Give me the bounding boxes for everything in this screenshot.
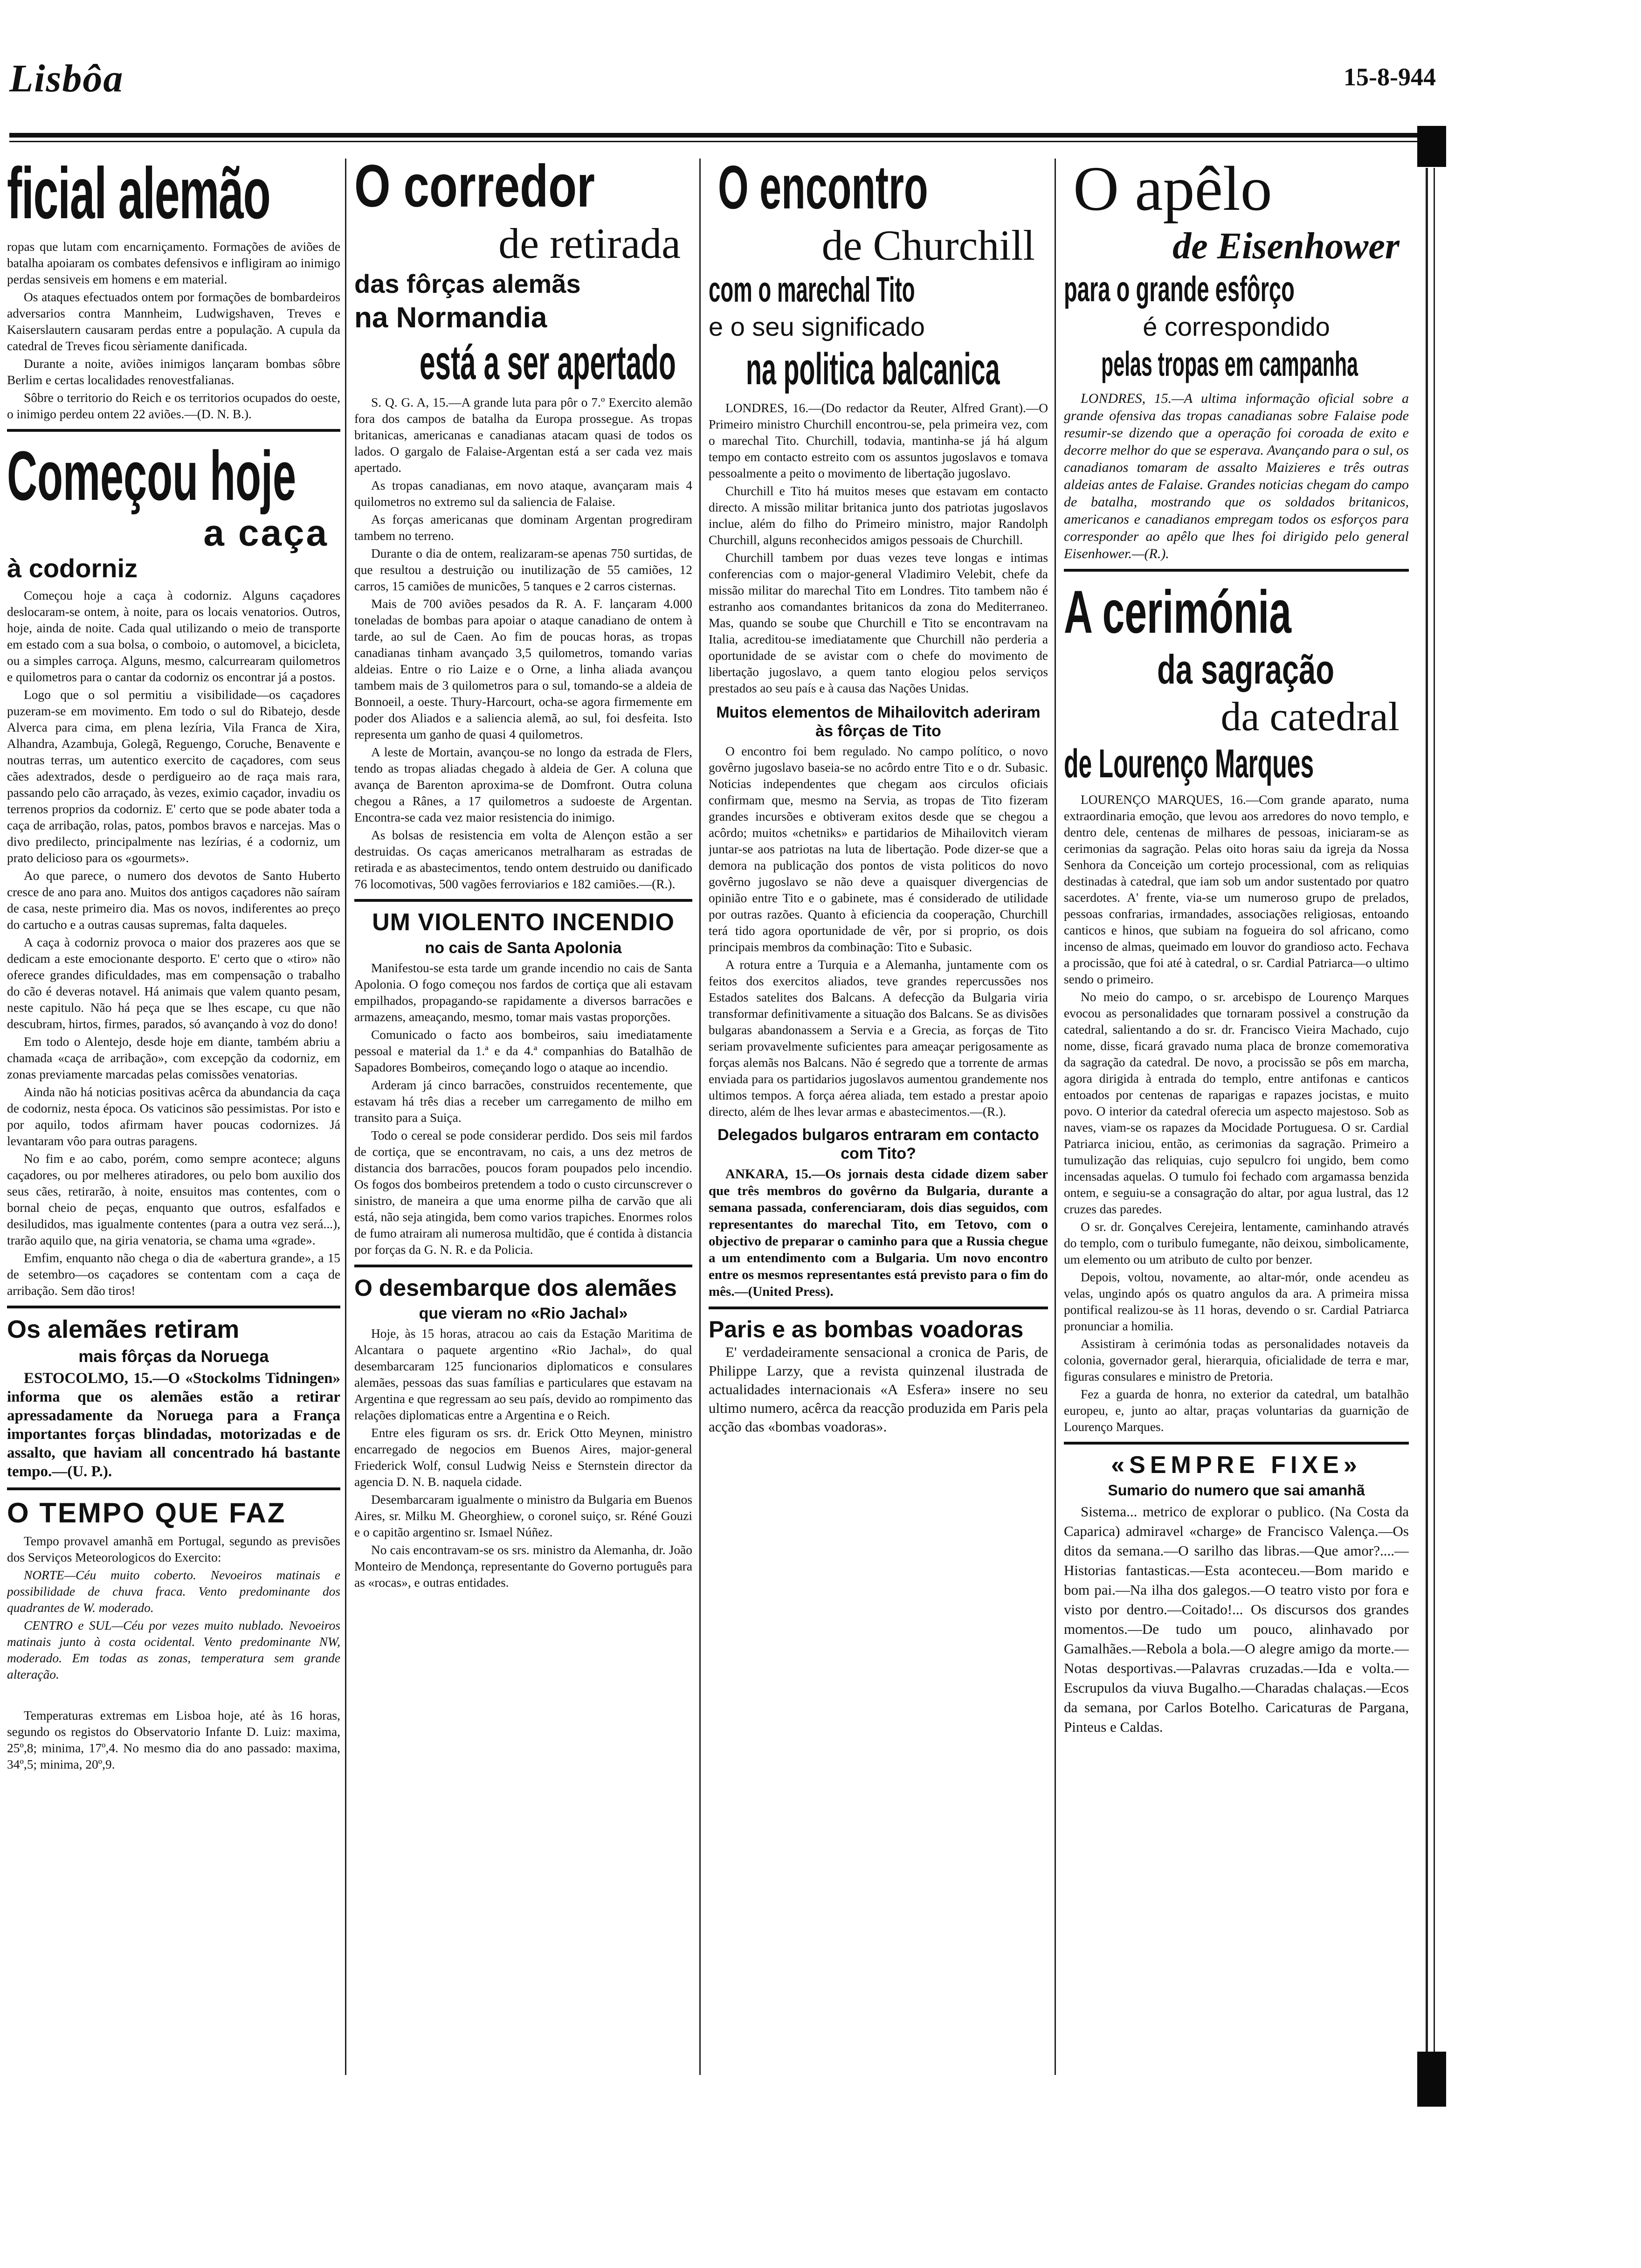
section-divider — [354, 1265, 692, 1267]
paragraph: CENTRO e SUL—Céu por vezes muito nublado. Nevoeiros matinais junto à costa ocidental. Vento predominante NW, moderado. Em todas as zonas, temperatura sem grande alteração. — [7, 1618, 340, 1681]
subheadline-rio-jachal: que vieram no «Rio Jachal» — [419, 1305, 628, 1322]
paragraph: Hoje, às 15 horas, atracou ao cais da Estação Maritima de Alcantara o paquete argentino «Rio Jachal», do qual desembarcaram 125 funcionarios diplomaticos e consulares alemães, pessoas das suas famílias e particulares que estavam na Argentina e que regressam ao seu país, devido ao rompimento das relações diplomaticas entre a Argentina e o Reich. — [354, 1327, 692, 1422]
section-divider — [1064, 1442, 1409, 1445]
subheadline-santa-apolonia: no cais de Santa Apolonia — [425, 939, 622, 957]
paragraph: Fez a guarda de honra, no exterior da catedral, um batalhão europeu, e, junto ao altar, praças voluntarias da guarnição de Lourenço Marques. — [1064, 1387, 1409, 1434]
paragraph: Todo o cereal se pode considerar perdido. Dos seis mil fardos de cortiça, que se encontravam, no cais, a uns dez metros de distancia dos barracões, poucos foram poupados pelo incendio. Os fogos dos bombeiros pretendem a todo o custo circunscrever o sinistro, de maneira a que uma enorme pilha de carvão que ali está, não seja atingida, bem como varios trapiches. Enormes rolos de fumo atrairam ali numerosa multidão, que é contida à distancia por forças da G. N. R. e da Policia. — [354, 1128, 692, 1257]
paragraph: Depois, voltou, novamente, ao altar-mór, onde acendeu as velas, ungindo após os quatro angulos da ara. A primeira missa pontifical realizou-se às 11 horas, devendo o sr. Cardial Patriarca pronunciar a homilia. — [1064, 1270, 1409, 1333]
headline-de-churchill: de Churchill — [821, 221, 1035, 269]
paragraph: Desembarcaram igualmente o ministro da Bulgaria em Buenos Aires, sr. Milku M. Gheorghiew, o coronel suiço, sr. Réné Gouzi e o capitão argentino sr. Ismael Núñez. — [354, 1493, 692, 1539]
paragraph: Emfim, enquanto não chega o dia de «abertura grande», a 15 de setembro—os caçadores se contentam com a caça de arribação. Sem dão tiros! — [7, 1251, 340, 1298]
paragraph: NORTE—Céu muito coberto. Nevoeiros matinais e possibilidade de chuva fraca. Vento predominante dos quadrantes de W. moderado. — [7, 1568, 340, 1615]
article-corredor — [354, 394, 692, 892]
paragraph: Durante a noite, aviões inimigos lançaram bombas sôbre Berlim e certas localidades renovestfalianas. — [7, 357, 340, 387]
paragraph: Manifestou-se esta tarde um grande incendio no cais de Santa Apolonia. O fogo começou nos fardos de cortiça que ali estavam empilhados, propagando-se rapidamente a diversos barracões e armazens, ameaçando, mesmo, tomar mais vastas proporções. — [354, 961, 692, 1024]
right-border-rule-2 — [1434, 168, 1435, 2052]
headline-da-catedral: da catedral — [1220, 694, 1400, 740]
paragraph: ANKARA, 15.—Os jornais desta cidade dizem saber que três membros do govêrno da Bulgaria, durante a semana passada, conferenciaram, dois dias seguidos, com representantes do marechal Tito, em Tetovo, com o objectivo de preparar o caminho para que a Russia chegue a um entendimento com a Bulgaria. Um novo encontro entre os mesmos representantes está previsto para o fim do mês.—(United Press). — [709, 1167, 1048, 1299]
corner-mark-bottom — [1417, 2052, 1446, 2107]
headline-alemaes-retiram: Os alemães retiram — [7, 1315, 240, 1343]
article-encontro — [709, 400, 1048, 697]
headline-o-apelo: O apêlo — [1073, 154, 1272, 224]
article-tempo — [7, 1533, 340, 1773]
paragraph: As tropas canadianas, em novo ataque, avançaram mais 4 quilometros no extremo sul da saliencia de Falaise. — [354, 478, 692, 509]
paragraph: Mais de 700 aviões pesados da R. A. F. lançaram 4.000 toneladas de bombas para apoiar o ataque canadiano de ontem à tarde, ao sul de Caen. Ao fim de poucas horas, as tropas canadianas tinham avançado 3,5 quilometros, tomando varias aldeias. Entre o rio Laize e o Orne, a linha aliada avançou tambem mais de 3 quilometros para o sul, tomando-se a aldeia de Bonnoeil, a oeste. Thury-Harcourt, ocha-se agora firmemente em poder dos Aliados e a saliencia alemã, ao sul, foi desfeita. Isto representa um ganho de quasi 4 quilometros. — [354, 597, 692, 741]
headline-sagracao: da sagração — [1157, 646, 1335, 692]
headline-a-cerimonia: A cerimónia — [1064, 578, 1291, 646]
paragraph: LONDRES, 16.—(Do redactor da Reuter, Alfred Grant).—O Primeiro ministro Churchill encontrou-se, pela primeira vez, com o marechal Tito. Churchill, todavia, mantinha-se já há algum tempo em contacto estreito com os assuntos jugoslavos e tomava pessoalmente a peito o movimento de libertação jugoslavo. — [709, 401, 1048, 480]
top-rule-thin — [9, 141, 1436, 142]
paragraph: E' verdadeiramente sensacional a cronica de Paris, de Philippe Larzy, que a revista quinzenal ilustrada de actualidades internacionais «A Esfera» insere no seu ultimo numero, acêrca da reacção produzida em Paris pela acção das «bombas voadoras». — [709, 1344, 1048, 1435]
paragraph: Em todo o Alentejo, desde hoje em diante, também abriu a chamada «caça de arribação», com excepção da codorniz, em zonas previamente marcadas pelas comissões venatorias. — [7, 1035, 340, 1081]
article-apelo — [1064, 390, 1409, 562]
paragraph: Sistema... metrico de explorar o publico. (Na Costa da Caparica) admiravel «charge» de Francisco Valença.—Os ditos da semana.—O sarilho das libras.—Que amor?....—Historias fantasticas.—Esta aconteceu.—Bom marido e bom pai.—Na ilha dos galegos.—O teatro visto por fora e visto por dentro.—Coitado!... Os discursos dos grandes momentos.—De tudo um pouco, alinhavado por Gamalhães.—Rebola a bola.—O alegre amigo da morte.—Notas desportivas.—Palavras cruzadas.—Ida e volta.—Escrupulos da viuva Bugalho.—Charadas chalaças.—Ecos da semana, por Carlos Botelho. Caricaturas de Pargana, Pinteus e Caldas. — [1064, 1503, 1409, 1735]
paragraph: LOURENÇO MARQUES, 16.—Com grande aparato, numa extraordinaria emoção, que levou aos arredores do novo templo, e dentro dele, centenas de milhares de pessoas, iniciaram-se as cerimonias da sagração. Pelas oito horas saiu da igreja da Nossa Senhora da Conceição um cortejo processional, com as reliquias destinadas à catedral, que iam sob um andor sustentado por quatro sacerdotes. A' frente, via-se um numeroso grupo de prelados, pessoas confrarias, irmandades, associações religiosas, entoando canticos e hinos, que subiam na fogueira do sol africano, como incenso de almas, queimado em louvor do grandioso acto. Fechava a procissão, que foi até à catedral, o sr. Cardial Patriarca—o ultimo sendo o primeiro. — [1064, 793, 1409, 986]
paragraph: Assistiram à cerimónia todas as personalidades notaveis da colonia, governador geral, hierarquia, oficialidade de terra e mar, figuras consulares e ministro de Pretoria. — [1064, 1337, 1409, 1383]
headline-forcas-alemas: das fôrças alemãs — [354, 269, 581, 298]
headline-apertado: está a ser apertado — [420, 336, 676, 390]
paragraph: ESTOCOLMO, 15.—O «Stockolms Tidningen» informa que os alemães estão a retirar apressadamente da Noruega para a França importantes forças blindadas, motorizadas e de assalto, que haviam all concentrado há bastante tempo.—(U. P.). — [7, 1370, 340, 1480]
paragraph: A rotura entre a Turquia e a Alemanha, juntamente com os feitos dos exercitos aliados, teve grandes repercussões nos Estados satelites dos Balcans. A defecção da Bulgaria viria transformar definitivamente a situação dos Balcans. Se as divisões bulgaras abandonassem a Servia e a Grecia, as forças de Tito seriam provavelmente suficientes para ameaçar perigosamente as forças alemãs nos Balcans. Não é segredo que a torrente de armas enviada para os partidarios jugoslavos aumentou grandemente nos ultimos tempos. A força aérea aliada, tem estado a prestar apoio directo, além de lhes levar armas e abastecimentos.—(R.). — [709, 958, 1048, 1119]
column-divider — [345, 159, 346, 2075]
paragraph: A leste de Mortain, avançou-se no longo da estrada de Flers, tendo as tropas aliadas chegado à aldeia de Ger. A coluna que avança de Barenton aproxima-se de Domfront. Outra coluna chegou a Rânes, a 17 quilometros a sudoeste de Argentan. Encontra-se cada vez maior resistencia do inimigo. — [354, 745, 692, 824]
subheadline-delegados-bulgaros: Delegados bulgaros entraram em contacto com Tito? — [717, 1126, 1039, 1162]
section-divider — [7, 1306, 340, 1308]
headline-lourenco-marques: de Lourenço Marques — [1064, 741, 1314, 786]
headline-comecou-hoje: Começou hoje — [7, 436, 296, 515]
paragraph: LONDRES, 15.—A ultima informação oficial sobre a grande ofensiva das tropas canadianas sobre Falaise pode resumir-se dizendo que a operação foi coroada de exito e decorre melhor do que se esperava. Avançando para o sul, os canadianos tomaram de assalto Maizieres e três outras aldeias antes de Falaise. Grandes noticias chegam do campo de batalha, mostrando que os soldados britanicos, americanos e canadianos empregam todos os esforços para corresponder ao apêlo que lhes foi dirigido pelo general Eisenhower.—(R.). — [1064, 391, 1409, 561]
headline-de-retirada: de retirada — [498, 220, 681, 267]
headline-marechal-tito: com o marechal Tito — [709, 270, 915, 310]
paragraph: Entre eles figuram os srs. dr. Erick Otto Meynen, ministro encarregado de negocios em Buenos Aires, major-general Friederick Wolf, consul Ludwig Neiss e Sternstein director da agencia D. N. B. naquela cidade. — [354, 1426, 692, 1489]
headline-tropas-campanha: pelas tropas em campanha — [1101, 345, 1358, 383]
masthead — [9, 56, 1436, 98]
section-divider — [7, 429, 340, 432]
paragraph: S. Q. G. A, 15.—A grande luta para pôr o 7.º Exercito alemão fora dos campos de batalha da Europa prossegue. As tropas britanicas, americanas e canadianas atacam quasi de todos os lados. O gargalo de Falaise-Argentan está a ser cada vez mais apertado. — [354, 395, 692, 475]
paragraph: Temperaturas extremas em Lisboa hoje, até às 16 horas, segundo os registos do Observatorio Infante D. Luiz: maxima, 25º,8; minima, 17º,4. No mesmo dia do ano passado: maxima, 34º,5; minima, 20º,9. — [7, 1708, 340, 1771]
paragraph: ropas que lutam com encarniçamento. Formações de aviões de batalha apoiaram os combates defensivos e infligiram ao inimigo perdas sensiveis em homens e em material. — [7, 240, 340, 286]
headline-politica-balcanica: na politica balcanica — [746, 344, 1000, 394]
headline-desembarque: O desembarque dos alemães — [354, 1275, 677, 1301]
right-border-rule — [1426, 168, 1428, 2052]
article-sempre-fixe — [1064, 1502, 1409, 1737]
column-1 — [7, 154, 340, 2080]
column-3 — [709, 154, 1048, 2080]
masthead-date: 15-8-944 — [1344, 63, 1436, 91]
paragraph: Durante o dia de ontem, realizaram-se apenas 750 surtidas, de que resultou a destruição ou inutilização de 55 camiões, 12 carros, 15 camiões de municões, 5 tanques e 2 carros cisternas. — [354, 546, 692, 593]
paragraph: Churchill e Tito há muitos meses que estavam em contacto directo. A missão militar britanica junto dos patriotas jugoslavos inclue, além do filho do Primeiro ministro, major Randolph Churchill, alguns reconhecidos amigos pessoais de Churchill. — [709, 484, 1048, 547]
paragraph: No cais encontravam-se os srs. ministro da Alemanha, dr. João Monteiro de Mendonça, representante do Governo português para as «rocas», e outras entidades. — [354, 1543, 692, 1590]
article-delegados-bulgaros — [709, 1166, 1048, 1300]
article-oficial-alemao — [7, 239, 340, 422]
headline-normandia: na Normandia — [354, 302, 547, 334]
top-rule — [9, 133, 1436, 138]
paragraph: Ainda não há noticias positivas acêrca da abundancia da caça de codorniz, nesta época. Os vaticinos são pessimistas. Por isto e por aquilo, todos afirmam haver poucas codornizes. Já levantaram vôo para outras paragens. — [7, 1085, 340, 1148]
headline-tempo-que-faz: O TEMPO QUE FAZ — [7, 1497, 286, 1528]
paragraph: Logo que o sol permitiu a visibilidade—os caçadores puzeram-se em movimento. Em todo o sul do Ribatejo, desde Alverca para cima, em plena lezíria, Vila Franca de Xira, Alhandra, Azambuja, Golegã, Reguengo, Coruche, Benavente e noutras terras, um autentico exercito de caçadores, com seus cães adextrados, desde o perdigueiro ao de raça mais rara, passando pelo cão arraçado, às vezes, eximio caçador, invadiu os terrenos proprios da codorniz. E' certo que se pode abater toda a caça de arribação, rolas, patos, pombos bravos e narcejas. Mas o divo predilecto, principalmente nas lezírias, é a codorniz, um prato delicioso para os «gourmets». — [7, 688, 340, 865]
column-4 — [1064, 154, 1409, 2080]
section-divider — [354, 899, 692, 902]
paragraph: Começou hoje a caça à codorniz. Alguns caçadores deslocaram-se ontem, à noite, para os locais venatorios. Outros, hoje, ainda de noite. Cada qual utilizando o meio de transporte em estado com a sua bolsa, o comboio, o automovel, a bicicleta, ou a simples carroça. Alguns, mesmo, calcurrearam quilometros e quilometros para o cantar da codorniz os encontrar já a postos. — [7, 588, 340, 684]
subheadline-mihailovitch: Muitos elementos de Mihailovitch aderiram às fôrças de Tito — [716, 704, 1041, 740]
article-incendio — [354, 960, 692, 1258]
headline-paris-bombas: Paris e as bombas voadoras — [709, 1316, 1024, 1342]
paragraph: As forças americanas que dominam Argentan progrediram tambem no terreno. — [354, 512, 692, 543]
paragraph: A caça à codorniz provoca o maior dos prazeres aos que se dedicam a este emocionante desporto. E' certo que o «tiro» não oferece grandes dificuldades, mas em compensação o trabalho do cão é deveras notavel. Há animais que valem quanto pesam, neste capitulo. Não há peça que se lhes escape, cu que não descubram, hirtos, firmes, parados, só avançando à voz do dono! — [7, 935, 340, 1031]
headline-a-caca: a caça — [203, 512, 329, 553]
article-mihailovitch — [709, 743, 1048, 1120]
column-2 — [354, 154, 692, 2080]
headline-sempre-fixe: «SEMPRE FIXE» — [1111, 1452, 1362, 1479]
paragraph: Os ataques efectuados ontem por formações de bombardeiros adversarios contra Mannheim, Ludwigshaven, Treves e Kaiserslautern causaram perdas entre a população. A cupula da catedral de Treves ficou sèriamente danificada. — [7, 290, 340, 353]
section-divider — [1064, 569, 1409, 572]
column-divider — [1055, 159, 1056, 2075]
headline-eisenhower: de Eisenhower — [1172, 226, 1400, 267]
headline-o-encontro: O encontro — [718, 154, 928, 221]
headline-a-codorniz: à codorniz — [7, 553, 138, 583]
paragraph: Comunicado o facto aos bombeiros, saiu imediatamente pessoal e material da 1.ª e da 4.ª companhias do Batalhão de Sapadores Bombeiros, começando logo o ataque ao incendio. — [354, 1028, 692, 1074]
paragraph: Sôbre o territorio do Reich e os territorios ocupados do oeste, o inimigo perdeu ontem 22 aviões.—(D. N. B.). — [7, 391, 340, 421]
headline-o-corredor: O corredor — [354, 154, 595, 220]
article-caca-codorniz — [7, 588, 340, 1299]
article-desembarque — [354, 1326, 692, 1591]
paragraph: O sr. dr. Gonçalves Cerejeira, lentamente, caminhando através do templo, com o turibulo fumegante, não deixou, simbolicamente, um elemento ou um atributo de culto por benzer. — [1064, 1220, 1409, 1266]
column-divider — [699, 159, 701, 2075]
section-divider — [7, 1487, 340, 1490]
headline-violento-incendio: UM VIOLENTO INCENDIO — [372, 909, 675, 936]
paragraph: As bolsas de resistencia em volta de Alençon estão a ser destruidas. Os caças americanos metralharam as estradas de retirada e as abastecimentos, tendo ontem destruido ou danificado 76 locomotivas, 500 vagões ferroviarios e 182 camiões.—(R.). — [354, 828, 692, 891]
subheadline-noruega: mais fôrças da Noruega — [78, 1347, 269, 1366]
headline-grande-esforco: para o grande esfôrço — [1064, 270, 1295, 309]
section-divider — [709, 1307, 1048, 1309]
masthead-paper-name: Lisbôa — [9, 57, 124, 100]
headline-oficial-alemao: ficial alemão — [7, 154, 270, 234]
article-cerimonia — [1064, 792, 1409, 1435]
corner-mark-top — [1417, 126, 1446, 167]
paragraph: O encontro foi bem regulado. No campo político, o novo govêrno jugoslavo baseia-se no acôrdo entre Tito e o dr. Subasic. Noticias independentes que chegam aos circulos oficiais confirmam que, mesmo na Servia, as tropas de Tito fizeram grandes incursões e obtiveram exitos desde que se chegou a acôrdo; muitos «chetniks» e partidarios de Mihailovitch vieram juntar-se aos patriotas na luta de libertação. Pode dizer-se que a demora na publicação dos pontos de vista politicos do novo govêrno jugoslavo se não deve a quaisquer divergencias de opinião entre Tito e o gabinete, mas é considerado de utilidade por outras razões. Quanto à eficiencia da cooperação, Churchill terá tido agora oportunidade de vêr, por si proprio, os dois principais membros da combinação: Tito e Subasic. — [709, 744, 1048, 954]
headline-correspondido: é correspondido — [1143, 312, 1330, 341]
article-noruega — [7, 1369, 340, 1481]
paragraph: Arderam já cinco barracões, construidos recentemente, que estavam há três dias a receber um carregamento de milho em transito para a Suiça. — [354, 1078, 692, 1125]
paragraph: Ao que parece, o numero dos devotos de Santo Huberto cresce de ano para ano. Muitos dos antigos caçadores não saíram de casa, neste primeiro dia. Mas os novos, indiferentes ao preço do cartucho e a outras causas supremas, falta daqueles. — [7, 869, 340, 932]
paragraph: No fim e ao cabo, porém, como sempre acontece; alguns caçadores, ou por melheres atiradores, ou pelo bom auxilio dos seus cães, retirarão, à noite, ensuitos mas contentes, com o bornal cheio de peças, enquanto que outros, esfalfados e desiludidos, mas igualmente contentes (para a outra vez será...), trarão aquilo que, na giria venatoria, se chama uma «grade». — [7, 1152, 340, 1247]
paragraph: Churchill tambem por duas vezes teve longas e intimas conferencias com o major-general Vladimiro Velebit, chefe da missão militar do marechal Tito em Londres. Tito tambem não é estranho aos comandantes britanicos da zona do Mediterraneo. Mas, quando se soube que Churchill e Tito se encontravam na Italia, acreditou-se imediatamente que Churchill não perderia a oportunidade de se avistar com o chefe do movimento de libertação jugoslavo, a quem tanto elogiou pelos serviços prestados ao seu país e à causa das Nações Unidas. — [709, 551, 1048, 695]
article-paris-bombas — [709, 1343, 1048, 1436]
paragraph: Tempo provavel amanhã em Portugal, segundo as previsões dos Serviços Meteorologicos do Exercito: — [7, 1534, 340, 1564]
headline-significado: e o seu significado — [709, 312, 925, 341]
paragraph: No meio do campo, o sr. arcebispo de Lourenço Marques evocou as personalidades que tornaram possivel a construção da catedral, salientando a do sr. dr. Francisco Vieira Machado, cujo nome, disse, ficará gravado numa placa de bronze comemorativa da sagração da catedral. De novo, a procissão se pôs em marcha, agora dirigida à entrada do templo, entre antifonas e canticos entoados por centenas de raparigas e rapazes jocistas, e muito povo. O interior da catedral oferecia um aspecto majestoso. Sob as naves, viam-se os rapazes da Mocidade Portuguesa. O sr. Cardial Patriarca iniciou, então, as cerimonias da sagração. Primeiro a tumulização das reliquias, cujo sepulcro foi ungido, bem como incensadas aquelas. O tumulo foi fechado com argamassa benzida ontem, e seguiu-se a consagração do altar, por agua lustral, das 12 cruzes das paredes. — [1064, 990, 1409, 1216]
subheadline-sumario: Sumario do numero que sai amanhã — [1108, 1482, 1365, 1499]
